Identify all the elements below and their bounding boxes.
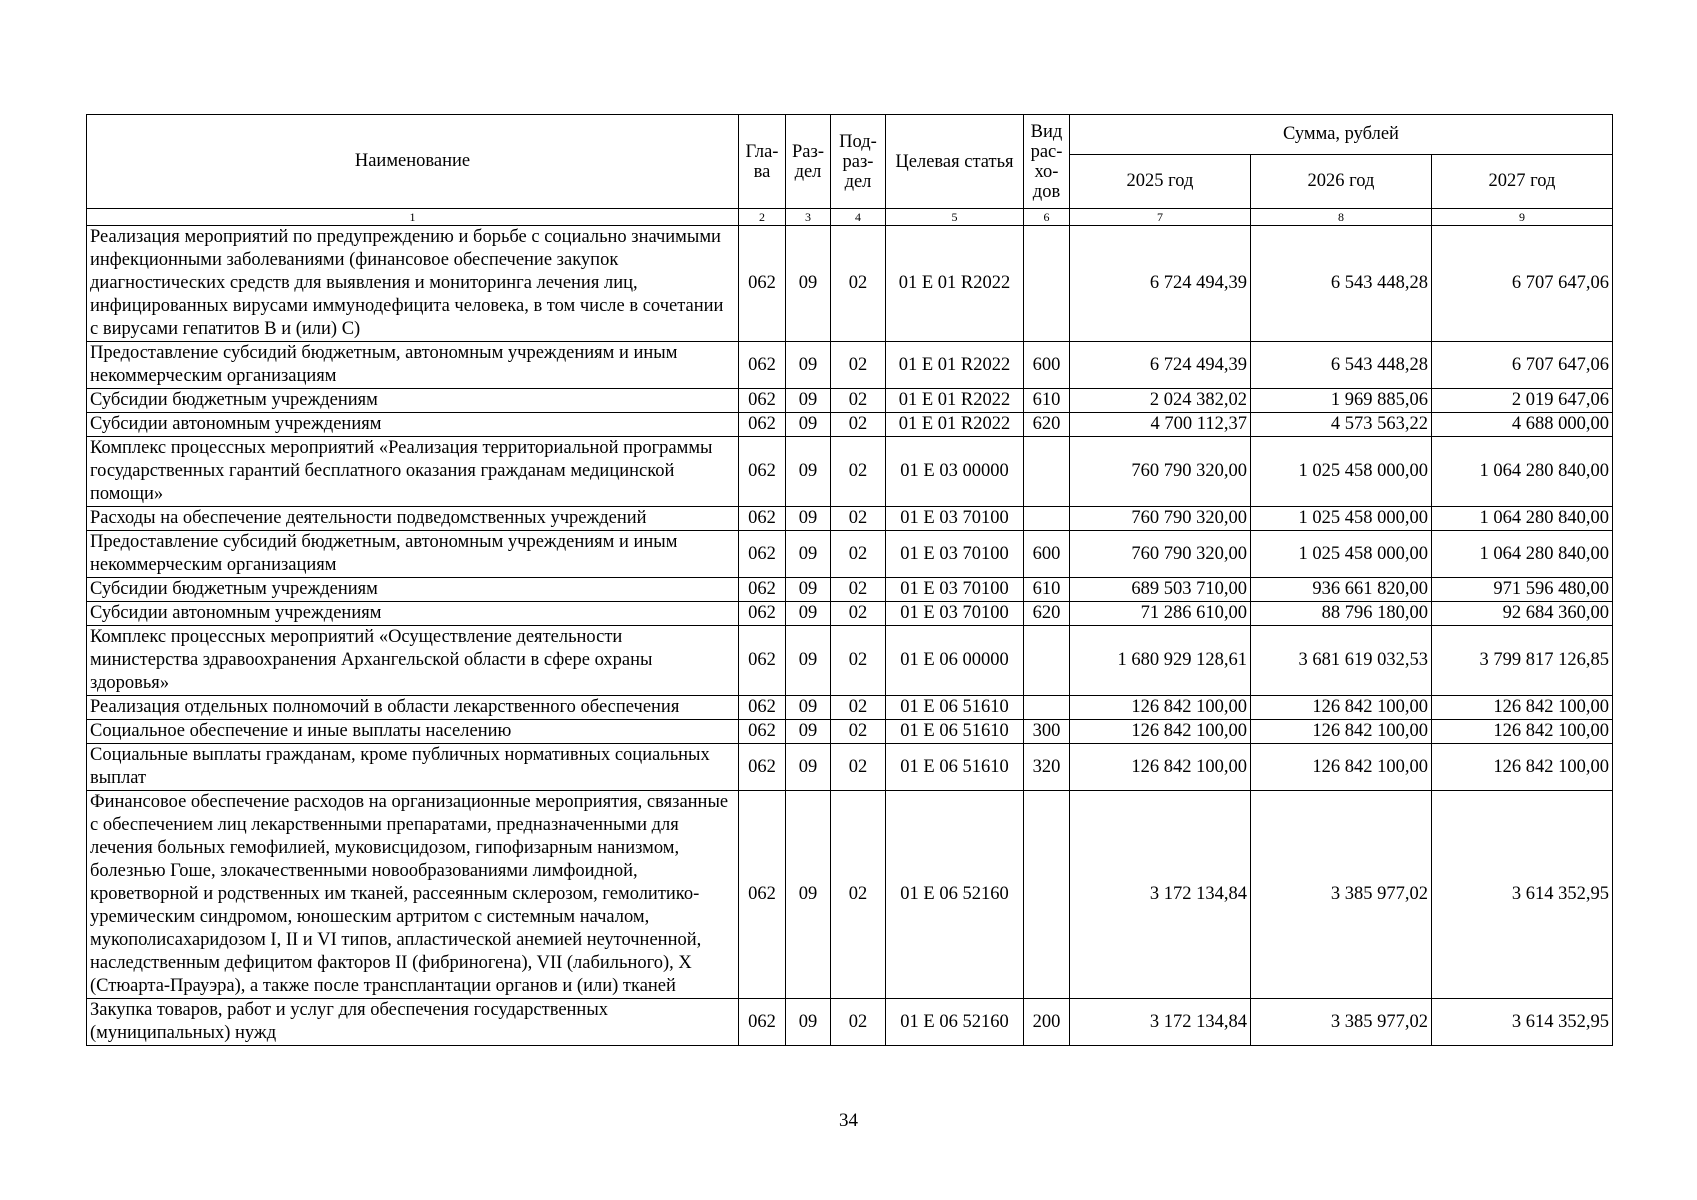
row-vid: 600 [1024,342,1070,389]
row-amount-2025: 689 503 710,00 [1070,578,1251,602]
table-row [87,413,1613,437]
row-glava: 062 [739,342,786,389]
row-razdel: 09 [786,744,831,791]
row-name: Реализация мероприятий по предупреждению и борьбе с социально значимыми инфекционными заболеваниями (финансовое обеспечение закупок диагностических средств для выявления и мониторинга лечения лиц, инфицированных вирусами иммунодефицита человека, в том числе в сочетании с вирусами гепатитов B и (или) C) [87,226,739,342]
row-podrazdel: 02 [831,999,886,1046]
page-number: 34 [839,1110,858,1131]
row-glava: 062 [739,720,786,744]
table-body [87,209,1613,1046]
row-razdel: 09 [786,999,831,1046]
row-name: Комплекс процессных мероприятий «Реализация территориальной программы государственных гарантий бесплатного оказания гражданам медицинской помощи» [87,437,739,507]
row-vid: 620 [1024,602,1070,626]
row-target: 01 Е 03 70100 [886,602,1024,626]
row-podrazdel: 02 [831,791,886,999]
row-glava: 062 [739,389,786,413]
header-name: Наименование [87,115,739,209]
row-amount-2027: 4 688 000,00 [1432,413,1613,437]
row-razdel: 09 [786,578,831,602]
table-header [87,115,1613,209]
header-target: Целевая статья [886,115,1024,209]
row-vid: 200 [1024,999,1070,1046]
column-number: 1 [87,209,739,226]
row-amount-2026: 1 025 458 000,00 [1251,437,1432,507]
row-name: Социальное обеспечение и иные выплаты населению [87,720,739,744]
row-target: 01 Е 06 51610 [886,720,1024,744]
row-amount-2026: 3 681 619 032,53 [1251,626,1432,696]
column-number: 4 [831,209,886,226]
row-vid [1024,626,1070,696]
row-vid [1024,226,1070,342]
table-row [87,389,1613,413]
row-razdel: 09 [786,413,831,437]
row-podrazdel: 02 [831,696,886,720]
row-amount-2025: 6 724 494,39 [1070,342,1251,389]
row-amount-2025: 126 842 100,00 [1070,744,1251,791]
row-razdel: 09 [786,696,831,720]
row-target: 01 Е 03 70100 [886,531,1024,578]
column-number: 6 [1024,209,1070,226]
table-row [87,720,1613,744]
row-glava: 062 [739,999,786,1046]
row-target: 01 Е 03 00000 [886,437,1024,507]
row-razdel: 09 [786,720,831,744]
row-podrazdel: 02 [831,437,886,507]
table-row [87,531,1613,578]
row-amount-2025: 71 286 610,00 [1070,602,1251,626]
row-amount-2025: 4 700 112,37 [1070,413,1251,437]
column-number: 5 [886,209,1024,226]
row-target: 01 Е 01 R2022 [886,389,1024,413]
row-vid: 620 [1024,413,1070,437]
row-glava: 062 [739,226,786,342]
row-target: 01 Е 06 51610 [886,696,1024,720]
row-vid: 610 [1024,578,1070,602]
row-vid: 300 [1024,720,1070,744]
row-amount-2026: 3 385 977,02 [1251,791,1432,999]
row-name: Расходы на обеспечение деятельности подведомственных учреждений [87,507,739,531]
row-amount-2026: 1 025 458 000,00 [1251,531,1432,578]
row-razdel: 09 [786,507,831,531]
row-razdel: 09 [786,791,831,999]
row-podrazdel: 02 [831,626,886,696]
row-name: Финансовое обеспечение расходов на организационные мероприятия, связанные с обеспечением лиц лекарственными препаратами, предназначенными для лечения больных гемофилией, муковисцидозом, гипофизарным нанизмом, болезнью Гоше, злокачественными новообразованиями лимфоидной, кроветворной и родственных им тканей, рассеянным склерозом, гемолитико-уремическим синдромом, юношеским артритом с системным началом, мукополисахаридозом I, II и VI типов, апластической анемией неуточненной, наследственным дефицитом факторов II (фибриногена), VII (лабильного), X (Стюарта-Прауэра), а также после трансплантации органов и (или) тканей [87,791,739,999]
budget-table [86,114,1613,1046]
row-amount-2026: 936 661 820,00 [1251,578,1432,602]
row-podrazdel: 02 [831,389,886,413]
row-amount-2025: 760 790 320,00 [1070,531,1251,578]
header-sum: Сумма, рублей [1070,115,1613,155]
column-number: 2 [739,209,786,226]
row-podrazdel: 02 [831,602,886,626]
row-amount-2027: 126 842 100,00 [1432,744,1613,791]
row-podrazdel: 02 [831,720,886,744]
row-amount-2026: 1 969 885,06 [1251,389,1432,413]
row-podrazdel: 02 [831,342,886,389]
row-podrazdel: 02 [831,578,886,602]
row-amount-2027: 3 799 817 126,85 [1432,626,1613,696]
row-vid [1024,791,1070,999]
row-vid: 600 [1024,531,1070,578]
row-amount-2026: 126 842 100,00 [1251,696,1432,720]
row-target: 01 Е 03 70100 [886,507,1024,531]
row-name: Реализация отдельных полномочий в области лекарственного обеспечения [87,696,739,720]
row-glava: 062 [739,791,786,999]
row-amount-2025: 3 172 134,84 [1070,999,1251,1046]
row-amount-2025: 760 790 320,00 [1070,437,1251,507]
row-glava: 062 [739,626,786,696]
row-glava: 062 [739,578,786,602]
row-vid [1024,507,1070,531]
row-amount-2025: 126 842 100,00 [1070,720,1251,744]
column-number: 9 [1432,209,1613,226]
row-amount-2025: 3 172 134,84 [1070,791,1251,999]
row-amount-2027: 126 842 100,00 [1432,720,1613,744]
row-amount-2027: 6 707 647,06 [1432,342,1613,389]
row-amount-2027: 92 684 360,00 [1432,602,1613,626]
row-amount-2027: 1 064 280 840,00 [1432,437,1613,507]
row-vid: 320 [1024,744,1070,791]
row-amount-2027: 1 064 280 840,00 [1432,531,1613,578]
row-name: Закупка товаров, работ и услуг для обеспечения государственных (муниципальных) нужд [87,999,739,1046]
row-target: 01 Е 01 R2022 [886,413,1024,437]
row-amount-2026: 6 543 448,28 [1251,226,1432,342]
row-glava: 062 [739,531,786,578]
column-numbers-row [87,209,1613,226]
row-amount-2025: 1 680 929 128,61 [1070,626,1251,696]
row-amount-2025: 2 024 382,02 [1070,389,1251,413]
row-name: Предоставление субсидий бюджетным, автономным учреждениям и иным некоммерческим организациям [87,531,739,578]
row-glava: 062 [739,413,786,437]
row-target: 01 Е 03 70100 [886,578,1024,602]
row-podrazdel: 02 [831,226,886,342]
header-razdel: Раз-дел [786,115,831,209]
row-name: Субсидии автономным учреждениям [87,602,739,626]
row-amount-2026: 126 842 100,00 [1251,720,1432,744]
header-2027: 2027 год [1432,155,1613,209]
row-amount-2026: 4 573 563,22 [1251,413,1432,437]
row-name: Субсидии автономным учреждениям [87,413,739,437]
row-amount-2027: 3 614 352,95 [1432,791,1613,999]
row-amount-2025: 760 790 320,00 [1070,507,1251,531]
row-podrazdel: 02 [831,413,886,437]
row-vid [1024,437,1070,507]
row-amount-2027: 2 019 647,06 [1432,389,1613,413]
row-razdel: 09 [786,602,831,626]
table-row [87,791,1613,999]
table-row [87,696,1613,720]
table-row [87,626,1613,696]
column-number: 7 [1070,209,1251,226]
header-podrazdel: Под-раз-дел [831,115,886,209]
row-amount-2027: 971 596 480,00 [1432,578,1613,602]
table-row [87,578,1613,602]
row-razdel: 09 [786,389,831,413]
row-podrazdel: 02 [831,744,886,791]
row-glava: 062 [739,696,786,720]
row-razdel: 09 [786,226,831,342]
row-vid: 610 [1024,389,1070,413]
row-target: 01 Е 06 52160 [886,791,1024,999]
table-row [87,342,1613,389]
row-name: Предоставление субсидий бюджетным, автономным учреждениям и иным некоммерческим организациям [87,342,739,389]
table-row [87,437,1613,507]
table-row [87,226,1613,342]
row-amount-2027: 3 614 352,95 [1432,999,1613,1046]
row-name: Субсидии бюджетным учреждениям [87,389,739,413]
row-target: 01 Е 06 51610 [886,744,1024,791]
row-glava: 062 [739,507,786,531]
row-amount-2026: 3 385 977,02 [1251,999,1432,1046]
row-podrazdel: 02 [831,507,886,531]
row-name: Субсидии бюджетным учреждениям [87,578,739,602]
header-glava: Гла-ва [739,115,786,209]
row-target: 01 Е 01 R2022 [886,226,1024,342]
row-amount-2026: 126 842 100,00 [1251,744,1432,791]
row-target: 01 Е 06 00000 [886,626,1024,696]
row-amount-2025: 6 724 494,39 [1070,226,1251,342]
row-glava: 062 [739,437,786,507]
row-name: Социальные выплаты гражданам, кроме публичных нормативных социальных выплат [87,744,739,791]
table-row [87,999,1613,1046]
header-vid: Вид рас-хо-дов [1024,115,1070,209]
row-amount-2025: 126 842 100,00 [1070,696,1251,720]
column-number: 8 [1251,209,1432,226]
table-row [87,602,1613,626]
row-amount-2027: 126 842 100,00 [1432,696,1613,720]
row-glava: 062 [739,744,786,791]
row-target: 01 Е 01 R2022 [886,342,1024,389]
row-vid [1024,696,1070,720]
row-razdel: 09 [786,342,831,389]
header-2026: 2026 год [1251,155,1432,209]
row-razdel: 09 [786,531,831,578]
row-amount-2027: 6 707 647,06 [1432,226,1613,342]
column-number: 3 [786,209,831,226]
table-row [87,744,1613,791]
row-amount-2026: 6 543 448,28 [1251,342,1432,389]
row-razdel: 09 [786,626,831,696]
row-glava: 062 [739,602,786,626]
row-amount-2026: 88 796 180,00 [1251,602,1432,626]
row-amount-2026: 1 025 458 000,00 [1251,507,1432,531]
row-target: 01 Е 06 52160 [886,999,1024,1046]
table-row [87,507,1613,531]
row-podrazdel: 02 [831,531,886,578]
row-razdel: 09 [786,437,831,507]
row-name: Комплекс процессных мероприятий «Осуществление деятельности министерства здравоохранения Архангельской области в сфере охраны здоровья» [87,626,739,696]
row-amount-2027: 1 064 280 840,00 [1432,507,1613,531]
header-2025: 2025 год [1070,155,1251,209]
